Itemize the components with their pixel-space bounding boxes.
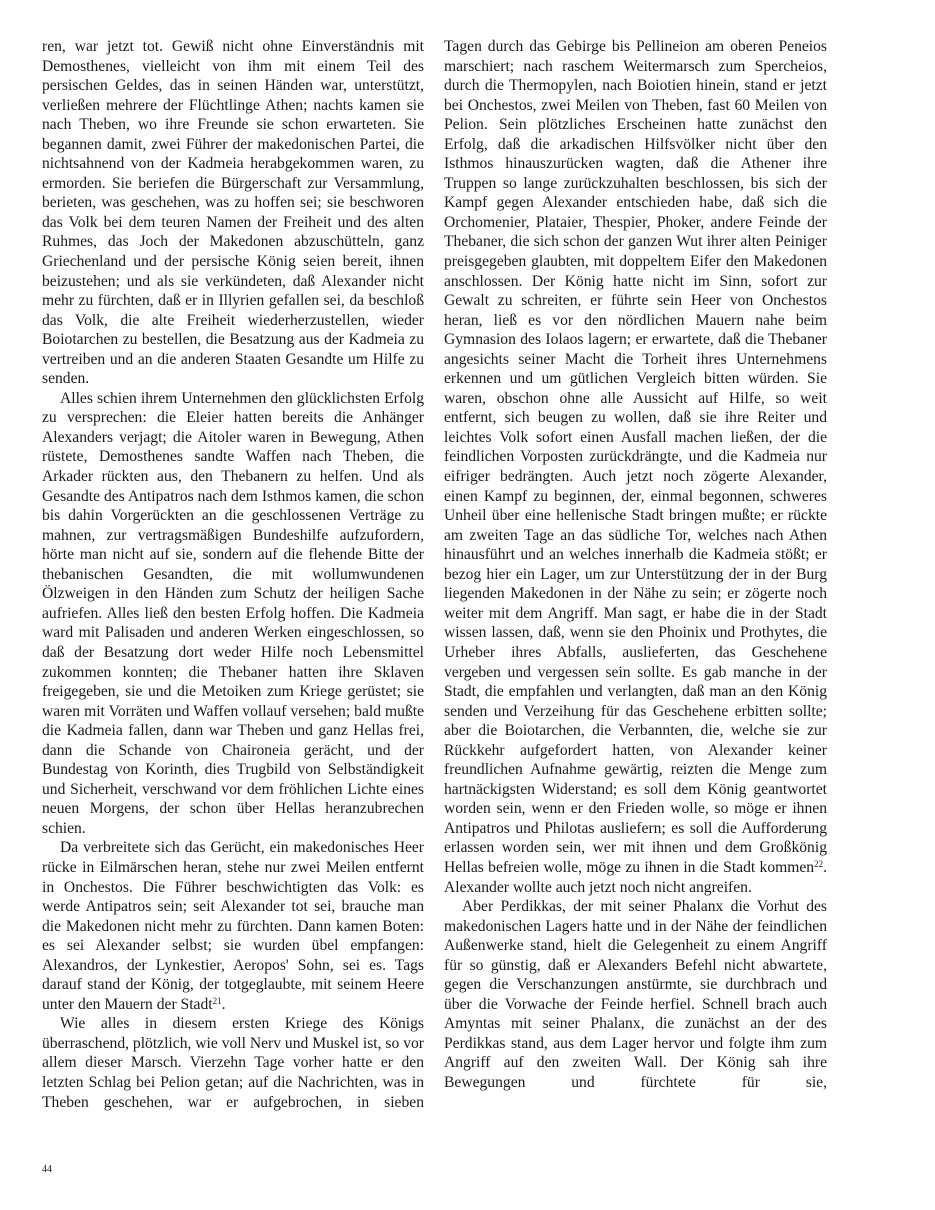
left-paragraph-3	[42, 838, 424, 1014]
footnote-ref-21[interactable]: 21	[212, 995, 222, 1006]
left-paragraph-3-end: .	[221, 995, 226, 1013]
right-paragraph-1	[444, 37, 827, 897]
left-paragraph-3-text: Da verbreitete sich das Gerücht, ein makedonisches Heer rücke in Eilmärschen heran, stehe nur zwei Meilen entfernt in Onchestos. Die Führer beschwichtigten das Volk: es werde Antipatros sein; seit Alexander tot sei, brauche man die Makedonen nicht mehr zu fürchten. Dann kamen Boten: es sei Alexander selbst; sie wurden übel empfangen: Alexandros, der Lynkestier, Aeropos' Sohn, sei es. Tags darauf stand der König, der totgeglaubte, mit seinem Heere unter den Mauern der Stadt	[42, 839, 424, 1013]
right-paragraph-2: Aber Perdikkas, der mit seiner Phalanx die Vorhut des makedonischen Lagers hatte und in der Nähe der feindlichen Außenwerke stand, hielt die Gelegenheit zu einem Angriff für so günstig, daß er Alexanders Befehl nicht abwartete, gegen die Verschanzungen anstürmte, sie durchbrach und über die Vorwache der Feinde herfiel. Schnell brach auch Amyntas mit seiner Phalanx, die zunächst an der des Perdikkas stand, aus dem Lager hervor und folgte ihm zum Angriff auf den zweiten Wall. Der König sah ihre Bewegungen und fürchtete für sie,	[444, 898, 827, 1091]
left-paragraph-1: ren, war jetzt tot. Gewiß nicht ohne Einverständnis mit Demosthenes, vielleicht von ihm mit einem Teil des persischen Geldes, das in seinen Händen war, unterstützt, verließen mehrere der Flüchtlinge Athen; nachts kamen sie nach Theben, wo ihre Freunde sie schon erwarteten. Sie begannen damit, zwei Führer der makedonischen Partei, die nichtsahnend von der Kadmeia herabgekommen waren, zu ermorden. Sie beriefen die Bürgerschaft zur Versammlung, berieten, was geschehen, was zu hoffen sei; sie beschworen das Volk bei dem teuren Namen der Freiheit und des alten Ruhmes, das Joch der Makedonen abzuschütteln, ganz Griechenland und der persische König seien bereit, ihnen beizustehen; und als sie verkündeten, daß Alexander nicht mehr zu fürchten, daß er in Illyrien gefallen sei, da beschloß das Volk, die alte Freiheit wiederherzustellen, wieder Boiotarchen zu bestellen, die Besatzung aus der Kadmeia zu vertreiben und an die anderen Staaten Gesandte um Hilfe zu senden.	[42, 38, 424, 388]
right-paragraph-1-end: . Alexander wollte auch jetzt noch nicht angreifen.	[444, 858, 827, 896]
left-paragraph-4: Wie alles in diesem ersten Kriege des Königs überraschend, plötzlich, wie voll Nerv und Muskel ist, so vor allem dieser Marsch. Vierzehn Tage vorher hatte er den letzten Schlag bei Pelion getan; auf die Nachrichten, was in Theben geschehen, war er aufgebrochen, in sieben	[42, 1015, 424, 1111]
right-column	[444, 37, 827, 1093]
right-paragraph-1-text: Tagen durch das Gebirge bis Pellineion am oberen Peneios marschiert; nach raschem Weitermarsch zum Spercheios, durch die Thermopylen, nach Boiotien hinein, stand er jetzt bei Onchestos, zwei Meilen von Theben, fast 60 Meilen von Pelion. Sein plötzliches Erscheinen hatte zunächst den Erfolg, daß die arkadischen Hilfsvölker nicht über den Isthmos hinauszurücken wagten, daß die Athener ihre Truppen so lange zurückzuhalten beschlossen, bis sich der Kampf gegen Alexander entschieden habe, daß sich die Orchomenier, Plataier, Thespier, Phoker, andere Feinde der Thebaner, die sich schon der ganzen Wut ihrer alten Peiniger preisgegeben glaubten, mit doppeltem Eifer den Makedonen anschlossen. Der König hatte nicht im Sinn, sofort zur Gewalt zu schreiten, er führte sein Heer von Onchestos heran, ließ es vor den nördlichen Mauern nahe beim Gymnasion des Iolaos lagern; er erwartete, daß die Thebaner angesichts seiner Macht die Torheit ihres Unternehmens erkennen und um gütlichen Vergleich bitten würden. Sie waren, obschon ohne alle Aussicht auf Hilfe, so weit entfernt, sich beugen zu wollen, daß sie ihre Reiter und leichtes Volk sofort einen Ausfall machen ließen, der die feindlichen Vorposten zurückdrängte, und die Kadmeia nur eifriger bedrängten. Auch jetzt noch zögerte Alexander, einen Kampf zu beginnen, der, einmal begonnen, schweres Unheil über eine hellenische Stadt bringen mußte; er rückte am zweiten Tage an das südliche Tor, welches nach Athen hinausführt und an welches innerhalb die Kadmeia stößt; er bezog hier ein Lager, um zur Unterstützung der in der Burg liegenden Makedonen in der Nähe zu sein; er zögerte noch weiter mit dem Angriff. Man sagt, er habe die in der Stadt wissen lassen, daß, wenn sie den Phoinix und Prothytes, die Urheber ihres Abfalls, auslieferten, das Geschehene vergeben und vergessen sein sollte. Es gab manche in der Stadt, die empfahlen und verlangten, daß man an den König senden und Verzeihung für das Geschehene erbitten sollte; aber die Boiotarchen, die Verbannten, die, welche sie zur Rückkehr aufgefordert hatten, von Alexander keiner freundlichen Aufnahme gewärtig, reizten die Menge zum hartnäckigsten Widerstand; es soll dem König geantwortet worden sein, wenn er den Frieden wolle, so möge er ihnen Antipatros und Philotas ausliefern; es soll die Aufforderung erlassen worden sein, wer mit ihnen und dem Großkönig Hellas befreien wolle, möge zu ihnen in die Stadt kommen	[444, 38, 827, 876]
footnote-ref-22[interactable]: 22	[814, 858, 824, 869]
left-paragraph-2: Alles schien ihrem Unternehmen den glücklichsten Erfolg zu versprechen: die Eleier hatten bereits die Anhänger Alexanders verjagt; die Aitoler waren in Bewegung, Athen rüstete, Demosthenes sandte Waffen nach Theben, die Arkader rückten aus, den Thebanern zu helfen. Und als Gesandte des Antipatros nach dem Isthmos kamen, die schon bis dahin Vorgerückten an die geschlossenen Verträge zu mahnen, zur vertragsmäßigen Bundeshilfe aufzufordern, hörte man nicht auf sie, sondern auf die flehende Bitte der thebanischen Gesandten, die mit wollumwundenen Ölzweigen in den Händen zum Schutz der heiligen Sache aufriefen. Alles ließ den besten Erfolg hoffen. Die Kadmeia ward mit Palisaden und anderen Werken eingeschlossen, so daß der Besatzung dort weder Hilfe noch Lebensmittel zukommen konnten; die Thebaner hatten ihre Sklaven freigegeben, sie und die Metoiken zum Kriege gerüstet; sie waren mit Vorräten und Waffen vollauf versehen; bald mußte die Kadmeia fallen, dann war Theben und ganz Hellas frei, dann die Schande von Chaironeia gerächt, und der Bundestag von Korinth, dies Trugbild von Selbständigkeit und Sicherheit, verschwand vor dem fröhlichen Lichte eines neuen Morgens, der schon über Hellas heranzubrechen schien.	[42, 389, 424, 837]
page-number: 44	[42, 1164, 52, 1175]
left-column	[42, 37, 424, 1112]
